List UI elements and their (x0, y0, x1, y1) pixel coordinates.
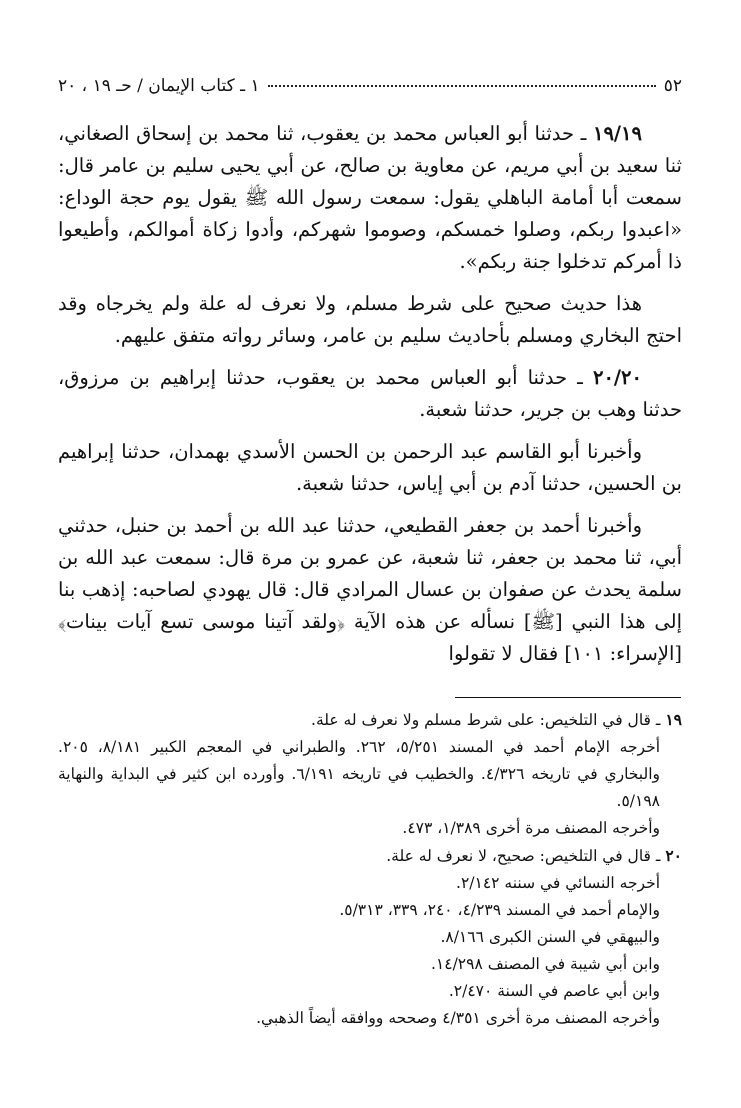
footnote-line: وأخرجه المصنف مرة أخرى ١/٣٨٩، ٤٧٣. (402, 819, 660, 837)
paragraph-text: ـ حدثنا أبو العباس محمد بن يعقوب، ثنا محمد بن إسحاق الصغاني، ثنا سعيد بن أبي مريم، عن معاوية بن صالح، عن أبي يحيى سليم بن عامر قال: سمعت أبا أمامة الباهلي يقول: سمعت رسول الله ﷺ يقول يوم حجة الوداع: «اعبدوا ربكم، وصلوا خمسكم، وصوموا شهركم، وأدوا زكاة أموالكم، وأطيعوا ذا أمركم تدخلوا جنة ربكم». (58, 122, 682, 273)
footnote-line: أخرجه الإمام أحمد في المسند ٥/٢٥١، ٢٦٢. والطبراني في المعجم الكبير ٨/١٨١، ٢٠٥. والبخاري في تاريخه ٤/٣٢٦. والخطيب في تاريخه ٦/١٩١. وأورده ابن كثير في البداية والنهاية ٥/١٩٨. (58, 738, 660, 810)
page-number: ٥٢ (663, 76, 682, 96)
footnote-head-text: ـ قال في التلخيص: على شرط مسلم ولا نعرف له علة. (311, 711, 666, 729)
footnote-line: والبيهقي في السنن الكبرى ٨/١٦٦. (440, 928, 660, 946)
footnote-line: والإمام أحمد في المسند ٤/٢٣٩، ٢٤٠، ٣٣٩، ٥/٣١٣. (339, 901, 660, 919)
running-header (58, 76, 682, 96)
paragraph-text: هذا حديث صحيح على شرط مسلم، ولا نعرف له علة ولم يخرجاه وقد احتج البخاري ومسلم بأحاديث سليم بن عامر، وسائر رواته متفق عليهم. (58, 292, 682, 347)
paragraph-text: ـ حدثنا أبو العباس محمد بن يعقوب، حدثنا إبراهيم بن مرزوق، حدثنا وهب بن جرير، حدثنا شعبة. (58, 366, 682, 421)
paragraph (58, 362, 682, 426)
footnote-line: وابن أبي شيبة في المصنف ١٤/٢٩٨. (430, 955, 660, 973)
header-dots (268, 85, 656, 87)
hadith-number: ١٩/١٩ (592, 122, 642, 145)
footnote-separator (455, 697, 681, 698)
footnote-number: ٢٠ (665, 846, 682, 865)
footnote (58, 842, 682, 1032)
paragraph-text: وأخبرنا أبو القاسم عبد الرحمن بن الحسن الأسدي بهمدان، حدثنا إبراهيم بن الحسين، حدثنا آدم بن أبي إياس، حدثنا شعبة. (58, 440, 682, 495)
footnote-line: وابن أبي عاصم في السنة ٢/٤٧٠. (448, 982, 660, 1000)
footnote-line: أخرجه النسائي في سننه ٢/١٤٢. (456, 874, 660, 892)
hadith-number: ٢٠/٢٠ (592, 366, 642, 389)
footnote-head (58, 706, 682, 734)
paragraph (58, 436, 682, 500)
paragraph (58, 118, 682, 278)
footnote-number: ١٩ (665, 710, 682, 729)
footnotes (58, 706, 682, 1032)
footnote-head (58, 842, 682, 870)
paragraph (58, 510, 682, 670)
footnote (58, 706, 682, 842)
main-text (58, 118, 682, 680)
paragraph (58, 288, 682, 352)
footnote-line: وأخرجه المصنف مرة أخرى ٤/٣٥١ وصححه ووافقه أيضاً الذهبي. (256, 1009, 660, 1027)
footnote-head-text: ـ قال في التلخيص: صحيح، لا نعرف له علة. (386, 847, 666, 865)
paragraph-text: وأخبرنا أحمد بن جعفر القطيعي، حدثنا عبد الله بن أحمد بن حنبل، حدثني أبي، ثنا محمد بن جعفر، ثنا شعبة، عن عمرو بن مرة قال: سمعت عبد الله بن سلمة يحدث عن صفوان بن عسال المرادي قال: قال يهودي لصاحبه: إذهب بنا إلى هذا النبي [ﷺ] نسأله عن هذه الآية ﴿ولقد آتينا موسى تسع آيات بينات﴾ [الإسراء: ١٠١] فقال لا تقولوا (58, 514, 682, 665)
running-title: ١ ـ كتاب الإيمان / حـ ١٩ ، ٢٠ (58, 76, 260, 96)
